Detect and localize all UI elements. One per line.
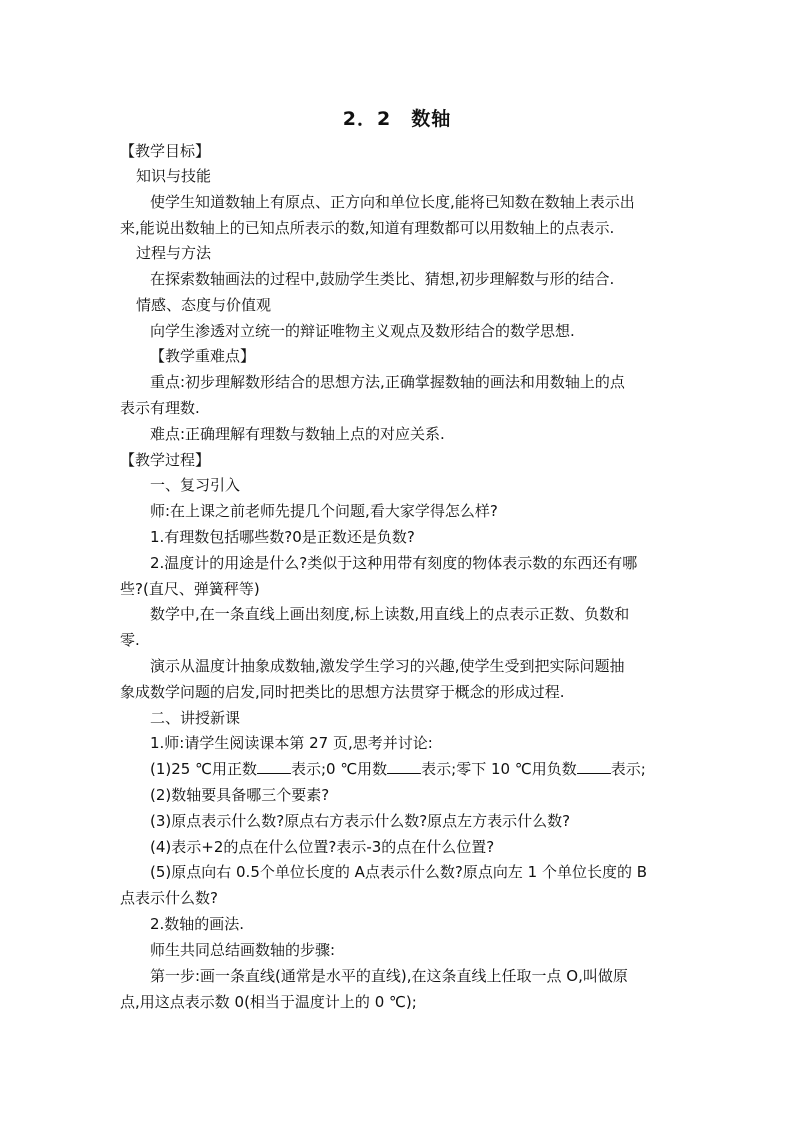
paragraph-line: 来,能说出数轴上的已知点所表示的数,知道有理数都可以用数轴上的点表示. <box>120 219 615 237</box>
paragraph-line: 2.数轴的画法. <box>150 915 245 933</box>
paragraph-line: (3)原点表示什么数?原点右方表示什么数?原点左方表示什么数? <box>150 812 571 830</box>
paragraph-line: 零. <box>120 631 140 649</box>
subheading-knowledge: 知识与技能 <box>136 167 212 185</box>
subheading-attitude: 情感、态度与价值观 <box>136 296 272 314</box>
paragraph-line: 师生共同总结画数轴的步骤: <box>150 941 336 959</box>
paragraph-line: 难点:正确理解有理数与数轴上点的对应关系. <box>150 425 445 443</box>
section-heading-keypoints: 【教学重难点】 <box>150 347 256 365</box>
answer-blank <box>387 759 421 774</box>
paragraph-line: 点,用这点表示数 0(相当于温度计上的 0 ℃); <box>120 993 417 1011</box>
paragraph-line: 重点:初步理解数形结合的思想方法,正确掌握数轴的画法和用数轴上的点 <box>150 373 625 391</box>
question-1-part-4: 表示; <box>610 760 646 778</box>
subheading-process: 过程与方法 <box>136 244 212 262</box>
paragraph-line: 象成数学问题的启发,同时把类比的思想方法贯穿于概念的形成过程. <box>120 683 565 701</box>
question-1-part-1: (1)25 ℃用正数 <box>150 760 257 778</box>
subheading-review: 一、复习引入 <box>150 476 241 494</box>
paragraph-line: 1.师:请学生阅读课本第 27 页,思考并讨论: <box>150 734 433 752</box>
paragraph-line: 师:在上课之前老师先提几个问题,看大家学得怎么样? <box>150 502 498 520</box>
paragraph-line: 使学生知道数轴上有原点、正方向和单位长度,能将已知数在数轴上表示出 <box>150 193 635 211</box>
question-1-part-3: 表示;零下 10 ℃用负数 <box>421 760 577 778</box>
answer-blank <box>257 759 291 774</box>
paragraph-line: 向学生渗透对立统一的辩证唯物主义观点及数形结合的数学思想. <box>150 322 575 340</box>
paragraph-line: (5)原点向右 0.5个单位长度的 A点表示什么数?原点向左 1 个单位长度的 B <box>150 863 648 881</box>
paragraph-line: 些?(直尺、弹簧秤等) <box>120 580 260 598</box>
question-1-line <box>150 759 646 779</box>
paragraph-line: 第一步:画一条直线(通常是水平的直线),在这条直线上任取一点 O,叫做原 <box>150 967 628 985</box>
paragraph-line: 表示有理数. <box>120 399 200 417</box>
paragraph-line: (4)表示+2的点在什么位置?表示-3的点在什么位置? <box>150 838 495 856</box>
paragraph-line: 2.温度计的用途是什么?类似于这种用带有刻度的物体表示数的东西还有哪 <box>150 554 638 572</box>
paragraph-line: 数学中,在一条直线上画出刻度,标上读数,用直线上的点表示正数、负数和 <box>150 605 630 623</box>
page-title: 2．2 数轴 <box>342 108 452 130</box>
subheading-new-lesson: 二、讲授新课 <box>150 709 241 727</box>
question-1-part-2: 表示;0 ℃用数 <box>290 760 388 778</box>
answer-blank <box>577 759 611 774</box>
paragraph-line: 演示从温度计抽象成数轴,激发学生学习的兴趣,使学生受到把实际问题抽 <box>150 657 625 675</box>
paragraph-line: 点表示什么数? <box>120 889 218 907</box>
section-heading-process: 【教学过程】 <box>120 451 211 469</box>
paragraph-line: 1.有理数包括哪些数?0是正数还是负数? <box>150 528 415 546</box>
paragraph-line: 在探索数轴画法的过程中,鼓励学生类比、猜想,初步理解数与形的结合. <box>150 270 615 288</box>
section-heading-objectives: 【教学目标】 <box>120 142 211 160</box>
paragraph-line: (2)数轴要具备哪三个要素? <box>150 786 330 804</box>
